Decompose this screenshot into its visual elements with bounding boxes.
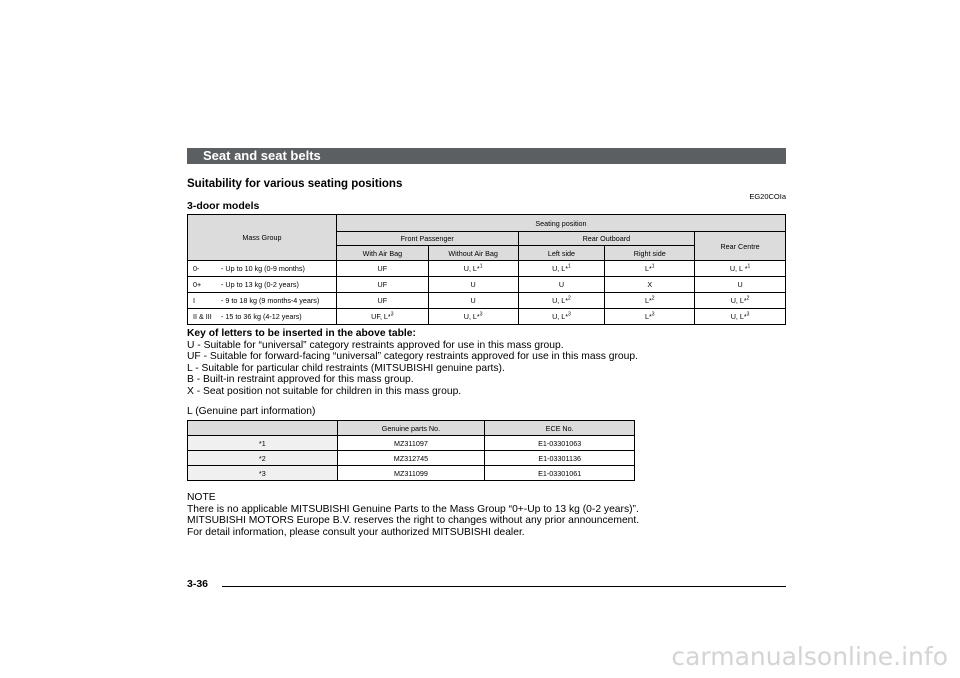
rear-right-cell	[605, 293, 695, 309]
rear-centre-cell	[695, 277, 786, 293]
rear-left-cell	[518, 309, 605, 325]
front-passenger-header: Front Passenger	[336, 232, 518, 246]
footnote-ref: 1	[651, 263, 655, 270]
suitability-code: U, L*	[730, 296, 747, 305]
suitability-code: L*	[644, 312, 652, 321]
footnote-ref: 2	[568, 295, 571, 302]
mass-group-range: - 9 to 18 kg (9 months-4 years)	[221, 296, 320, 305]
suitability-code: U, L*	[463, 312, 480, 321]
key-line-x: X - Seat position not suitable for children in this mass group.	[187, 385, 462, 397]
note-block	[187, 492, 639, 538]
without-air-bag-cell	[428, 309, 518, 325]
suitability-code: U	[470, 296, 476, 305]
with-air-bag-cell	[336, 277, 428, 293]
suitability-code: X	[647, 280, 653, 289]
suitability-code: L*	[644, 296, 652, 305]
seating-position-table	[187, 214, 786, 325]
footnote-ref: 2	[746, 295, 750, 302]
suitability-code: U	[558, 280, 565, 289]
ece-number: E1-03301136	[485, 451, 635, 466]
rear-right-cell	[605, 277, 695, 293]
mass-group-cell	[188, 261, 337, 277]
footnote-ref: 3	[746, 311, 750, 318]
key-line-uf: UF - Suitable for forward-facing “universal” category restraints approved for use in this mass group.	[187, 351, 638, 363]
suitability-code: UF, L*	[371, 312, 391, 321]
rear-right-cell	[605, 261, 695, 277]
left-side-header: Left side	[518, 246, 605, 261]
without-air-bag-cell	[428, 293, 518, 309]
note-line: MITSUBISHI MOTORS Europe B.V. reserves the right to changes without any prior announcement.	[187, 515, 640, 527]
footnote-ref: 2	[651, 295, 655, 302]
ece-number-header: ECE No.	[485, 421, 635, 436]
note-line: There is no applicable MITSUBISHI Genuine Parts to the Mass Group “0+-Up to 13 kg (0-2 years)”.	[187, 503, 639, 515]
rear-left-cell	[518, 277, 605, 293]
table-row	[188, 277, 786, 293]
part-number: MZ311097	[337, 436, 485, 451]
right-side-header: Right side	[605, 246, 695, 261]
models-subtitle: 3-door models	[187, 200, 260, 212]
genuine-part-label: L (Genuine part information)	[187, 406, 316, 417]
without-air-bag-header: Without Air Bag	[428, 246, 518, 261]
suitability-code: UF	[377, 280, 388, 289]
genuine-parts-header: Genuine parts No.	[337, 421, 485, 436]
key-title: Key of letters to be inserted in the above table:	[187, 328, 416, 339]
with-air-bag-cell	[336, 309, 428, 325]
with-air-bag-header: With Air Bag	[336, 246, 428, 261]
footnote-ref: 3	[568, 311, 571, 318]
rear-centre-cell	[695, 309, 786, 325]
part-ref: *2	[188, 451, 338, 466]
mass-group-cell	[188, 309, 337, 325]
footnote-ref: 3	[479, 311, 483, 318]
suitability-code: U, L*	[730, 312, 747, 321]
header-title: Seat and seat belts	[203, 148, 321, 163]
footnote-ref: 3	[390, 311, 394, 318]
rear-left-cell	[518, 261, 605, 277]
rear-left-cell	[518, 293, 605, 309]
suitability-code: U, L*	[463, 264, 480, 273]
footer-divider	[222, 586, 786, 587]
rear-centre-cell	[695, 293, 786, 309]
genuine-parts-table	[187, 420, 635, 481]
suitability-code: UF	[377, 296, 388, 305]
mass-group-cell	[188, 293, 337, 309]
mass-group-cell	[188, 277, 337, 293]
suitability-code: U, L*	[552, 296, 569, 305]
table-row	[188, 436, 635, 451]
table-row	[188, 451, 635, 466]
table-row	[188, 466, 635, 481]
note-line: For detail information, please consult your authorized MITSUBISHI dealer.	[187, 526, 525, 538]
reference-code: EG20COIa	[749, 192, 786, 201]
suitability-code: U	[470, 280, 476, 289]
footnote-ref: 1	[568, 263, 571, 270]
key-line-b: B - Built-in restraint approved for this mass group.	[187, 374, 414, 386]
with-air-bag-cell	[336, 293, 428, 309]
footnote-ref: 1	[479, 263, 483, 270]
part-number: MZ312745	[337, 451, 485, 466]
table-row	[188, 293, 786, 309]
seating-position-header: Seating position	[336, 215, 785, 232]
rear-outboard-header: Rear Outboard	[518, 232, 695, 246]
mass-group-range: - Up to 13 kg (0-2 years)	[221, 280, 299, 289]
mass-group-header: Mass Group	[188, 215, 337, 261]
mass-group-code: I	[193, 296, 195, 305]
suitability-code: U, L *	[729, 264, 748, 273]
section-title: Suitability for various seating positions	[187, 178, 403, 190]
part-number: MZ311099	[337, 466, 485, 481]
key-line-l: L - Suitable for particular child restraints (MITSUBISHI genuine parts).	[187, 362, 505, 374]
section-header-bar	[187, 148, 786, 164]
part-ref: *3	[188, 466, 338, 481]
suitability-code: L*	[644, 264, 652, 273]
table-row	[188, 261, 786, 277]
footnote-ref: 1	[747, 263, 751, 270]
ece-number: E1-03301061	[485, 466, 635, 481]
mass-group-code: 0-	[193, 264, 200, 273]
mass-group-code: II & III	[193, 312, 212, 321]
ref-header	[188, 421, 338, 436]
part-ref: *1	[188, 436, 338, 451]
footnote-ref: 3	[651, 311, 655, 318]
note-title: NOTE	[187, 492, 216, 503]
with-air-bag-cell	[336, 261, 428, 277]
without-air-bag-cell	[428, 261, 518, 277]
suitability-code: U, L*	[552, 312, 569, 321]
suitability-code: UF	[377, 264, 388, 273]
watermark-text: carmanualsonline.info	[671, 642, 948, 671]
rear-right-cell	[605, 309, 695, 325]
table-row	[188, 309, 786, 325]
rear-centre-header: Rear Centre	[695, 232, 786, 261]
suitability-code: U, L*	[552, 264, 569, 273]
rear-centre-cell	[695, 261, 786, 277]
key-of-letters	[187, 328, 638, 398]
mass-group-range: - Up to 10 kg (0-9 months)	[221, 264, 305, 273]
key-line-u: U - Suitable for “universal” category restraints approved for use in this mass group.	[187, 339, 564, 351]
suitability-code: U	[737, 280, 743, 289]
page-number: 3-36	[187, 578, 209, 590]
without-air-bag-cell	[428, 277, 518, 293]
mass-group-range: - 15 to 36 kg (4-12 years)	[221, 312, 302, 321]
mass-group-code: 0+	[193, 280, 202, 289]
ece-number: E1-03301063	[485, 436, 635, 451]
